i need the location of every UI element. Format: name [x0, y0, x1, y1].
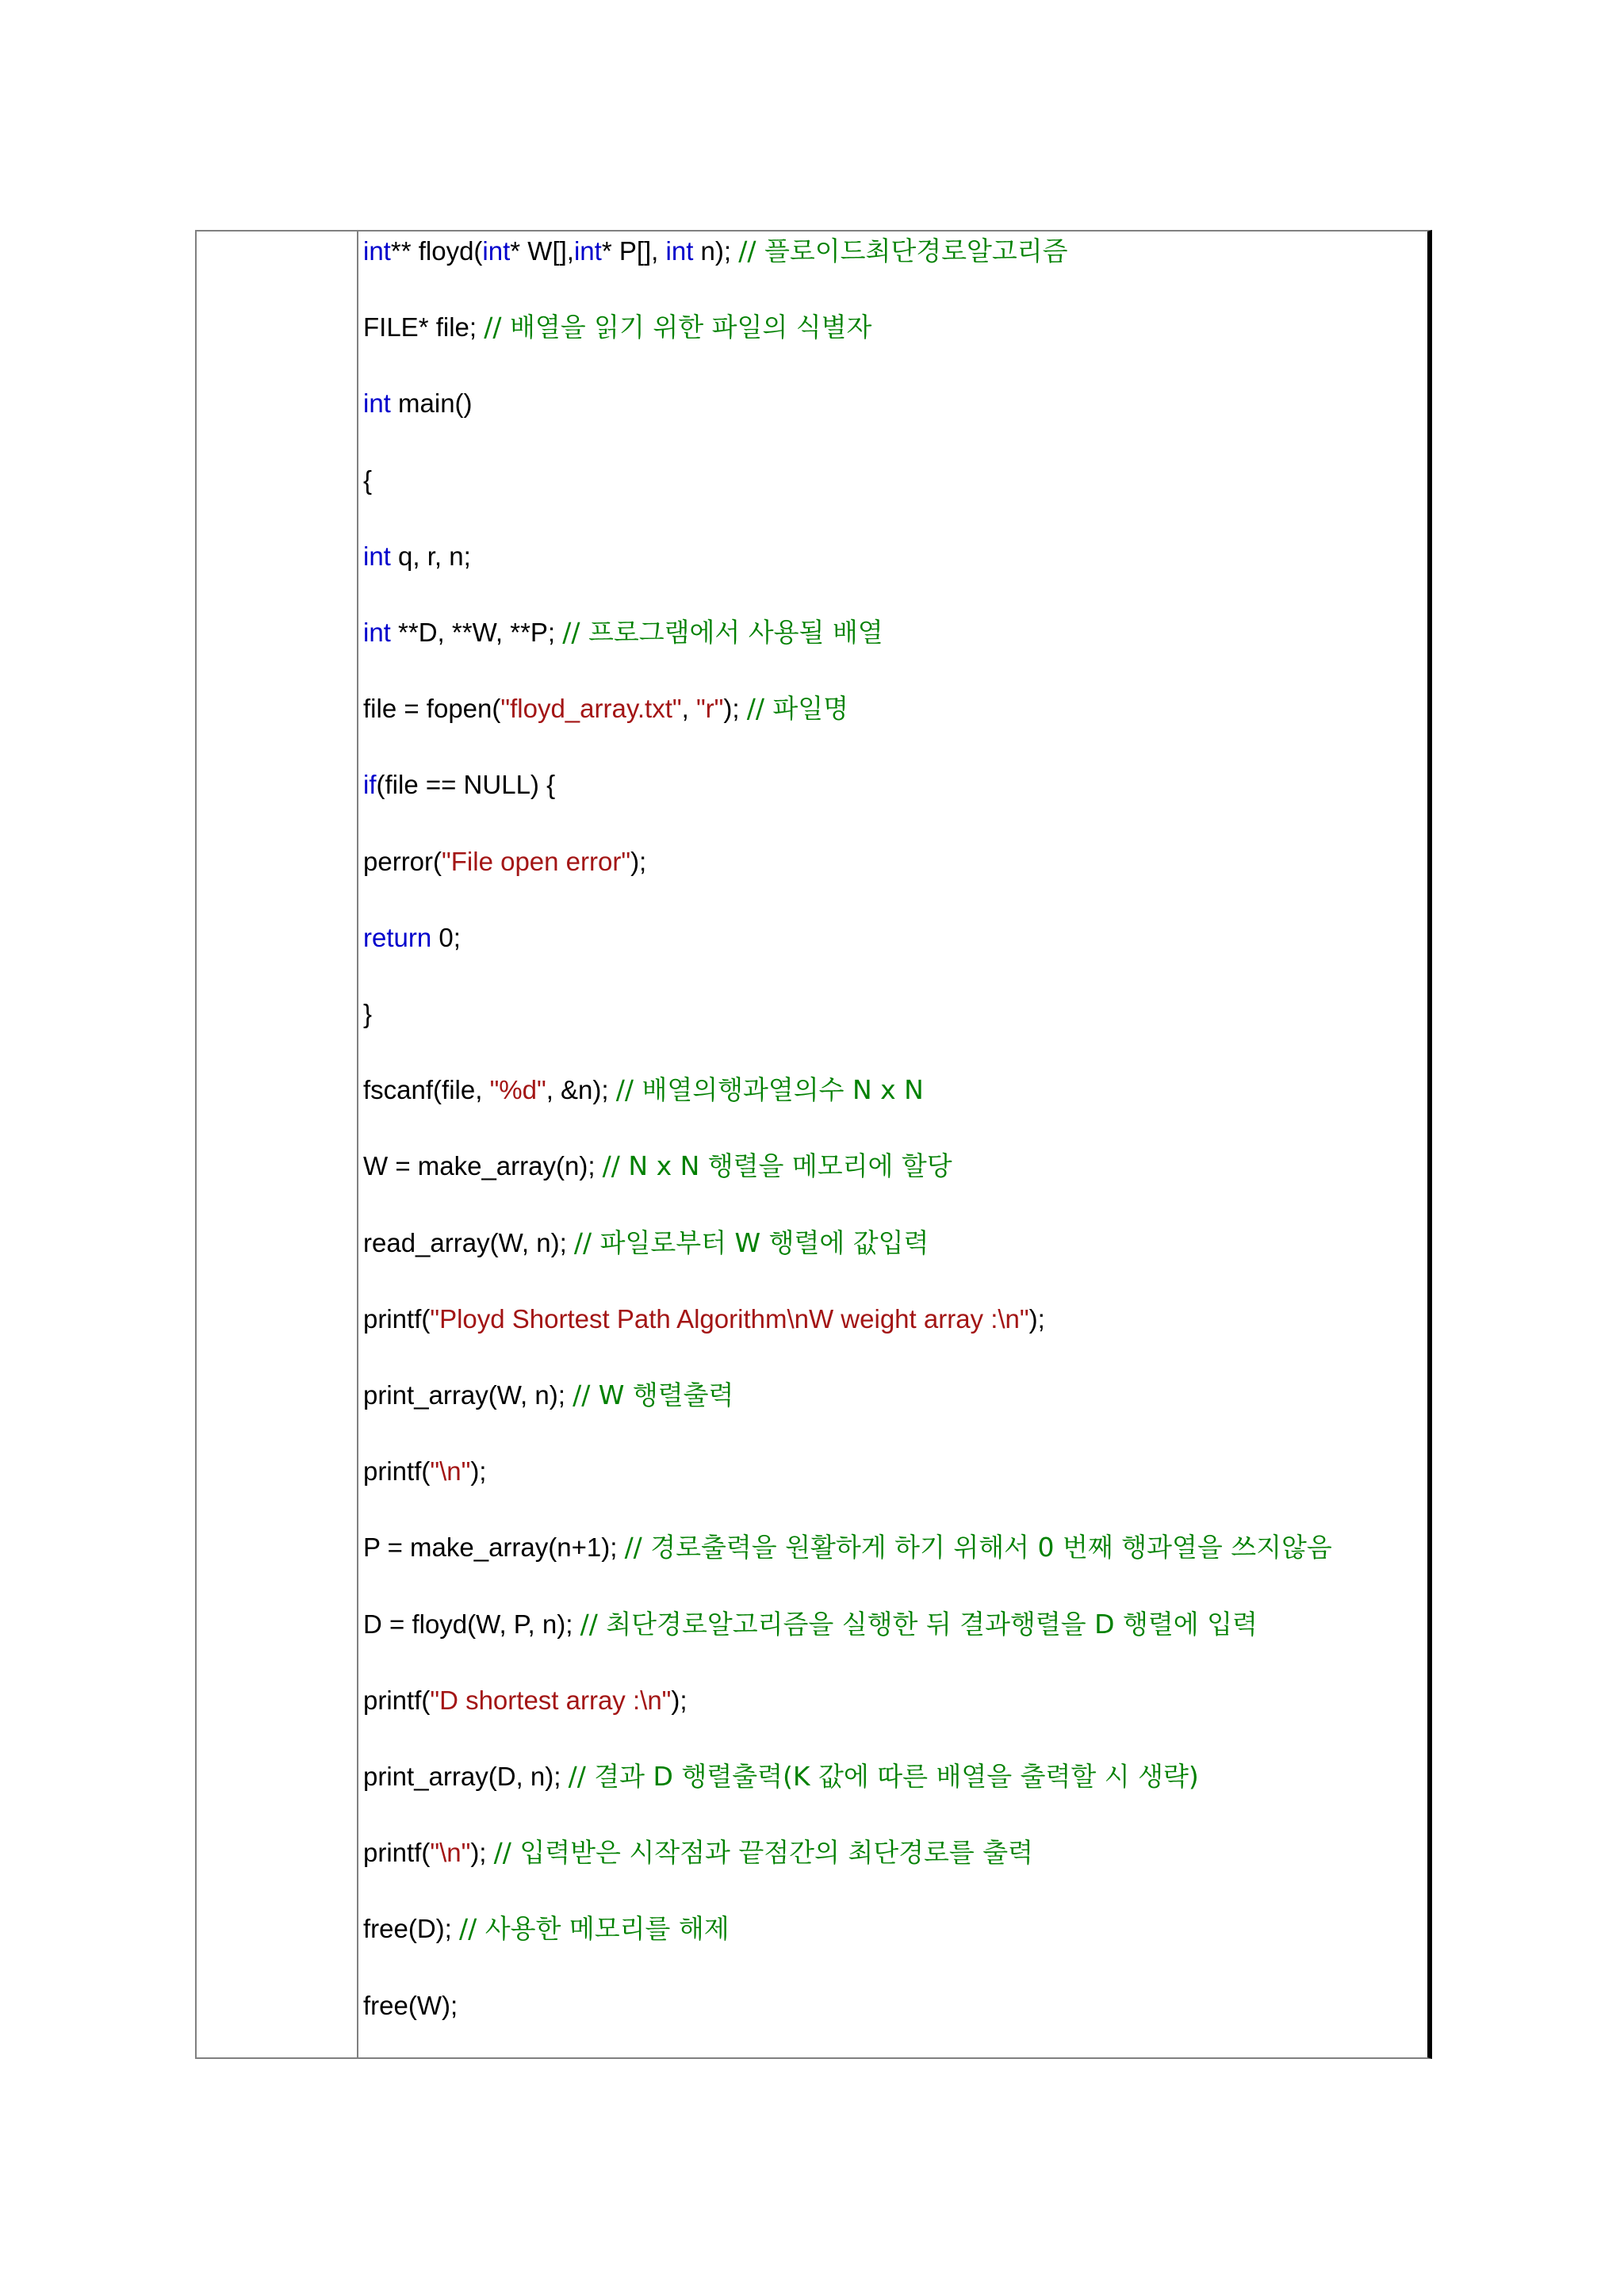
code-line [363, 1070, 924, 1110]
code-keyword: if [363, 770, 377, 800]
code-line [363, 1528, 1332, 1567]
code-text: printf( [363, 1456, 431, 1487]
code-string: "%d" [489, 1075, 546, 1105]
code-line [363, 1833, 1033, 1873]
code-text: read_array(W, n); [363, 1227, 574, 1257]
code-string: "File open error" [442, 846, 631, 876]
code-line [363, 918, 461, 958]
code-line [363, 1223, 929, 1263]
code-line [363, 613, 883, 652]
code-comment: // W 행렬출력 [573, 1380, 734, 1410]
code-text: ** floyd( [390, 236, 483, 266]
code-text: { [363, 465, 373, 495]
code-text: q, r, n; [390, 541, 471, 571]
code-text: , [681, 694, 696, 724]
code-text: ); [1028, 1303, 1045, 1334]
code-text: } [363, 999, 373, 1028]
code-text: ); [723, 694, 747, 724]
code-keyword: int [363, 388, 391, 419]
code-text: printf( [363, 1303, 431, 1334]
code-text: FILE* file; [363, 312, 485, 342]
code-keyword: int [573, 236, 602, 266]
code-comment: // 프로그램에서 사용될 배열 [562, 617, 883, 648]
code-line [363, 232, 1068, 271]
code-line [363, 1452, 486, 1491]
code-text: * W[], [510, 236, 574, 266]
code-comment: // 배열을 읽기 위한 파일의 식별자 [484, 312, 872, 343]
code-string: "\n" [430, 1456, 471, 1487]
code-comment: // 파일로부터 W 행렬에 값입력 [573, 1226, 929, 1258]
code-text: W = make_array(n); [363, 1151, 603, 1181]
code-line [363, 1605, 1258, 1644]
code-text: , &n); [546, 1075, 616, 1105]
code-string: "Ployd Shortest Path Algorithm\nW weight array :\n" [430, 1303, 1029, 1334]
table-left-cell [197, 232, 358, 2057]
code-keyword: int [482, 236, 511, 266]
code-line [363, 994, 372, 1034]
code-keyword: int [363, 618, 391, 647]
code-line [363, 765, 555, 805]
code-line [363, 1299, 1045, 1339]
code-line [363, 1757, 1199, 1797]
code-keyword: return [363, 922, 432, 952]
code-text: perror( [363, 846, 442, 876]
code-text: fscanf(file, [363, 1075, 490, 1105]
code-table [195, 230, 1432, 2059]
code-keyword: int [665, 236, 694, 266]
code-line [363, 689, 848, 729]
code-line [363, 842, 646, 882]
code-text: ); [470, 1456, 487, 1487]
code-comment: // 입력받은 시작점과 끝점간의 최단경로를 출력 [493, 1837, 1034, 1869]
code-text: print_array(D, n); [363, 1762, 569, 1791]
code-text: P = make_array(n+1); [363, 1533, 625, 1563]
code-comment: // 파일명 [746, 693, 849, 725]
code-text: **D, **W, **P; [390, 618, 563, 647]
code-comment: // 최단경로알고리즘을 실행한 뒤 결과행렬을 D 행렬에 입력 [580, 1608, 1258, 1640]
code-keyword: int [363, 236, 391, 266]
code-comment: // 플로이드최단경로알고리즘 [738, 235, 1068, 266]
code-line [363, 1146, 952, 1186]
code-line [363, 1376, 733, 1415]
code-comment: // 경로출력을 원활하게 하기 위해서 0 번째 행과열을 쓰지않음 [624, 1532, 1332, 1563]
code-text: printf( [363, 1685, 431, 1715]
code-text: print_array(W, n); [363, 1380, 573, 1410]
code-text: free(D); [363, 1914, 460, 1944]
code-text: 0; [431, 922, 461, 952]
code-line [363, 461, 372, 500]
code-text: D = floyd(W, P, n); [363, 1609, 580, 1639]
code-text: * P[], [601, 236, 666, 266]
code-line [363, 537, 471, 576]
code-text: printf( [363, 1838, 431, 1868]
code-string: "floyd_array.txt" [500, 694, 682, 724]
code-line [363, 308, 871, 347]
code-text: file = fopen( [363, 694, 501, 724]
code-text: ); [671, 1685, 688, 1715]
code-line [363, 1986, 458, 2026]
code-line [363, 1681, 688, 1720]
code-comment: // 배열의행과열의수 N x N [615, 1074, 924, 1106]
code-string: "\n" [430, 1838, 471, 1868]
code-keyword: int [363, 541, 391, 571]
code-text: n); [693, 236, 739, 266]
code-string: "r" [695, 694, 724, 724]
code-text: free(W); [363, 1990, 458, 2020]
code-line [363, 384, 473, 423]
code-comment: // N x N 행렬을 메모리에 할당 [602, 1150, 952, 1182]
code-text: main() [390, 388, 473, 419]
code-string: "D shortest array :\n" [430, 1685, 672, 1715]
code-text: (file == NULL) { [376, 770, 556, 800]
code-comment: // 사용한 메모리를 해제 [459, 1913, 730, 1945]
code-text: ); [470, 1838, 494, 1868]
code-text: ); [630, 846, 647, 876]
code-line [363, 1909, 730, 1949]
code-comment: // 결과 D 행렬출력(K 값에 따른 배열을 출력할 시 생략) [568, 1761, 1199, 1792]
